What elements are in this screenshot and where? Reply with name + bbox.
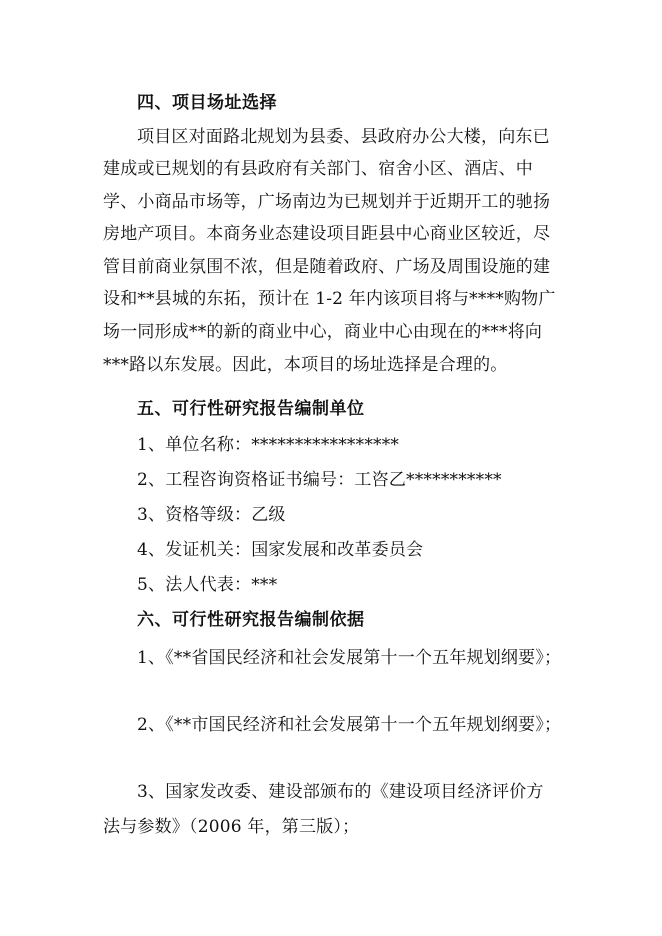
basis-item-1: 1、《**省国民经济和社会发展第十一个五年规划纲要》；: [137, 648, 562, 668]
section-4-line-5: 管目前商业氛围不浓，但是随着政府、广场及周围设施的建: [103, 257, 551, 277]
section-4-line-8: ***路以东发展。因此，本项目的场址选择是合理的。: [103, 355, 508, 375]
legal-representative-item: 5、法人代表：***: [137, 575, 278, 595]
basis-item-2: 2、《**市国民经济和社会发展第十一个五年规划纲要》；: [137, 715, 562, 735]
basis-item-3-line-2: 法与参数》（2006 年，第三版）；: [103, 817, 360, 837]
section-4-line-1: 项目区对面路北规划为县委、县政府办公大楼，向东已: [137, 127, 550, 147]
unit-name-item: 1、单位名称：*****************: [137, 435, 400, 455]
issuing-authority-item: 4、发证机关：国家发展和改革委员会: [137, 540, 424, 560]
section-4-line-7: 场一同形成**的新的商业中心，商业中心由现在的***将向: [103, 322, 543, 342]
section-4-line-4: 房地产项目。本商务业态建设项目距县中心商业区较近，尽: [103, 224, 551, 244]
section-6-heading: 六、可行性研究报告编制依据: [137, 610, 365, 630]
section-4-line-2: 建成或已规划的有县政府有关部门、宿舍小区、酒店、中: [103, 159, 533, 179]
certificate-number-item: 2、工程咨询资格证书编号：工咨乙***********: [137, 470, 502, 490]
section-4-heading: 四、项目场址选择: [137, 93, 277, 113]
section-5-heading: 五、可行性研究报告编制单位: [137, 399, 365, 419]
section-4-line-6: 设和**县城的东拓，预计在 1-2 年内该项目将与****购物广: [103, 289, 556, 309]
qualification-grade-item: 3、资格等级：乙级: [137, 505, 286, 525]
section-4-line-3: 学、小商品市场等，广场南边为已规划并于近期开工的驰扬: [103, 192, 551, 212]
basis-item-3-line-1: 3、国家发改委、建设部颁布的《建设项目经济评价方: [137, 782, 544, 802]
